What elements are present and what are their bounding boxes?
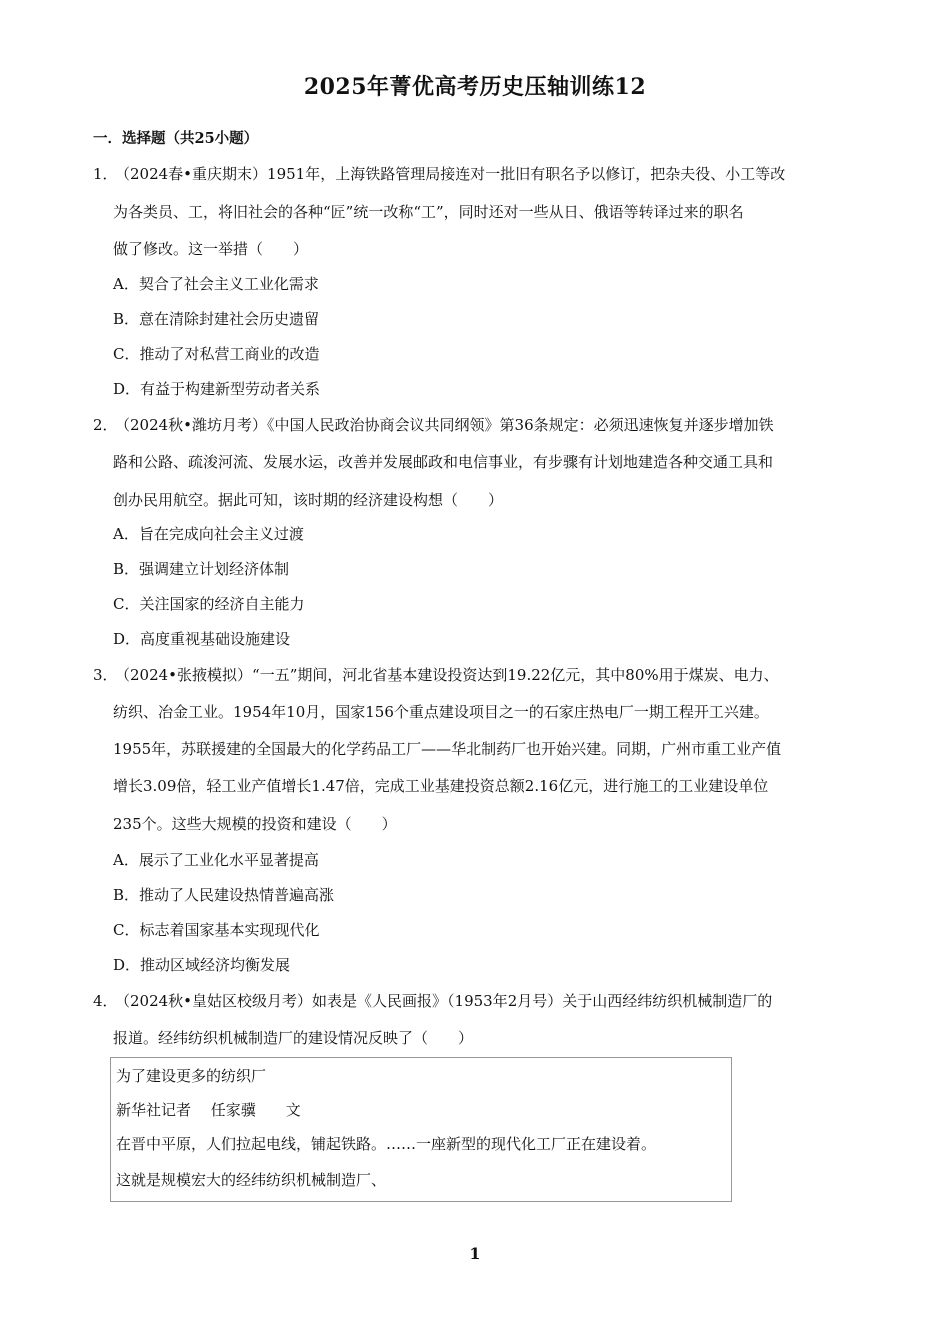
question-text-line: （2024秋•皇姑区校级月考）如表是《人民画报》（1953年2月号）关于山西经纬纺织机械制造厂的 bbox=[115, 992, 773, 1010]
question-text-line: 创办民用航空。据此可知，该时期的经济建设构想（ ） bbox=[113, 491, 504, 509]
option-c[interactable]: C．推动了对私营工商业的改造 bbox=[113, 345, 320, 363]
question-number: 4． bbox=[93, 992, 118, 1010]
question-text-line: 报道。经纬纺织机械制造厂的建设情况反映了（ ） bbox=[113, 1029, 474, 1047]
option-a[interactable]: A．契合了社会主义工业化需求 bbox=[113, 275, 319, 293]
question-text-line: 纺织、冶金工业。1954年10月，国家156个重点建设项目之一的石家庄热电厂一期工程开工兴建。 bbox=[113, 703, 769, 721]
option-d[interactable]: D．推动区域经济均衡发展 bbox=[113, 956, 291, 974]
question-text-line: （2024春•重庆期末）1951年，上海铁路管理局接连对一批旧有职名予以修订，把杂夫役、小工等改 bbox=[115, 165, 786, 183]
option-c[interactable]: C．标志着国家基本实现现代化 bbox=[113, 921, 320, 939]
excerpt-byline: 新华社记者 任家骥 文 bbox=[116, 1101, 301, 1119]
excerpt-body-line: 这就是规模宏大的经纬纺织机械制造厂、 bbox=[116, 1171, 387, 1189]
page-number: 1 bbox=[469, 1244, 481, 1263]
option-b[interactable]: B．推动了人民建设热情普遍高涨 bbox=[113, 886, 335, 904]
excerpt-headline: 为了建设更多的纺织厂 bbox=[116, 1067, 267, 1085]
question-text-line: 增长3.09倍，轻工业产值增长1.47倍，完成工业基建投资总额2.16亿元，进行施工的工业建设单位 bbox=[113, 777, 769, 795]
option-b[interactable]: B．强调建立计划经济体制 bbox=[113, 560, 290, 578]
section-heading: 一．选择题（共25小题） bbox=[93, 130, 259, 147]
question-text-line: （2024•张掖模拟）“一五”期间，河北省基本建设投资达到19.22亿元，其中80%用于煤炭、电力、 bbox=[115, 666, 779, 684]
question-text-line: 235个。这些大规模的投资和建设（ ） bbox=[113, 815, 397, 833]
option-b[interactable]: B．意在清除封建社会历史遗留 bbox=[113, 310, 320, 328]
question-text-line: 1955年，苏联援建的全国最大的化学药品工厂——华北制药厂也开始兴建。同期，广州市重工业产值 bbox=[113, 740, 782, 758]
option-d[interactable]: D．有益于构建新型劳动者关系 bbox=[113, 380, 321, 398]
question-text-line: 为各类员、工，将旧社会的各种“匠”统一改称“工”，同时还对一些从日、俄语等转译过来的职名 bbox=[113, 203, 744, 221]
option-a[interactable]: A．展示了工业化水平显著提高 bbox=[113, 851, 319, 869]
option-c[interactable]: C．关注国家的经济自主能力 bbox=[113, 595, 305, 613]
question-number: 1． bbox=[93, 165, 118, 183]
page-title: 2025年菁优高考历史压轴训练12 bbox=[303, 74, 647, 100]
question-number: 3． bbox=[93, 666, 118, 684]
excerpt-table bbox=[110, 1057, 732, 1202]
question-text-line: 做了修改。这一举措（ ） bbox=[113, 240, 309, 258]
question-number: 2． bbox=[93, 416, 118, 434]
option-a[interactable]: A．旨在完成向社会主义过渡 bbox=[113, 525, 304, 543]
option-d[interactable]: D．高度重视基础设施建设 bbox=[113, 630, 291, 648]
question-text-line: （2024秋•潍坊月考）《中国人民政治协商会议共同纲领》第36条规定：必须迅速恢复并逐步增加铁 bbox=[115, 416, 774, 434]
question-text-line: 路和公路、疏浚河流、发展水运，改善并发展邮政和电信事业，有步骤有计划地建造各种交通工具和 bbox=[113, 453, 774, 471]
excerpt-body-line: 在晋中平原，人们拉起电线，铺起铁路。……一座新型的现代化工厂正在建设着。 bbox=[116, 1135, 657, 1153]
